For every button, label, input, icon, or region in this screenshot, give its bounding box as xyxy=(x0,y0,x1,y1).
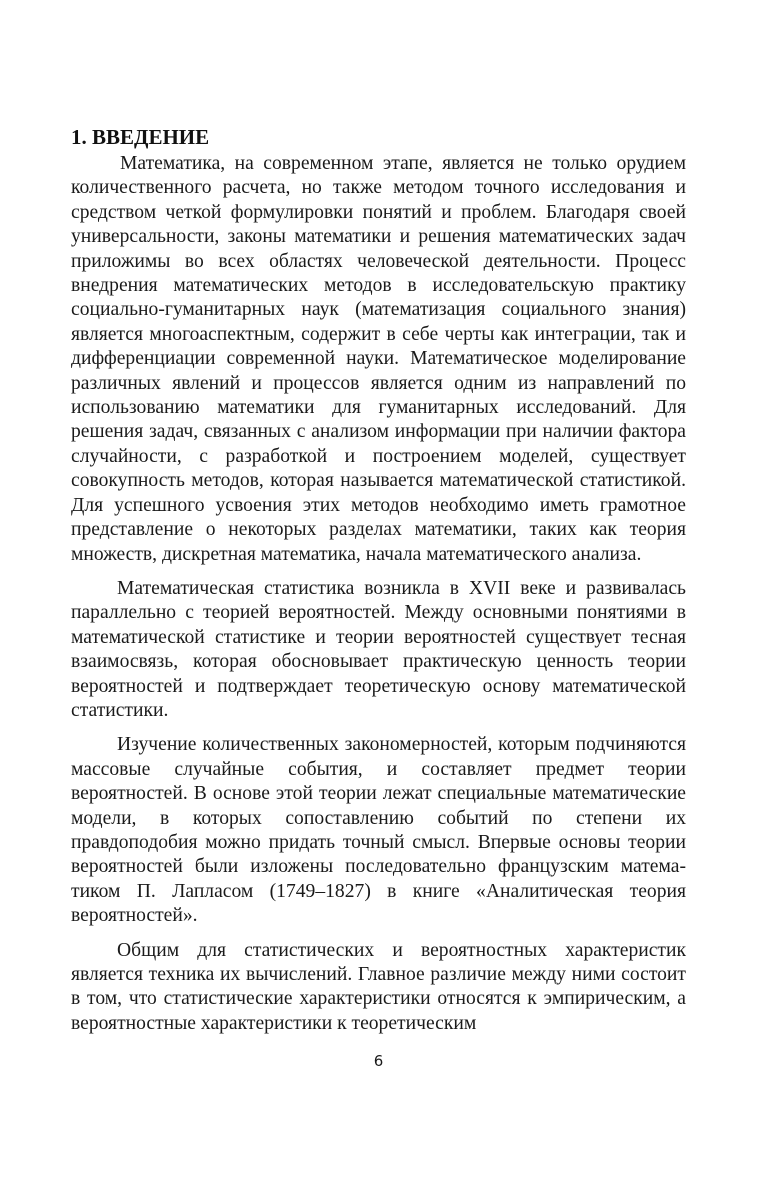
paragraph-intro: Математика, на современном этапе, является не только орудием количественного расчета, но также методом точного исследования и средством четкой формулировки понятий и проблем. Благодаря своей универсальности, законы математики и решения математических задач приложимы во всех областях человеческой деятельности. Процесс внедрения математических методов в исследовательскую практику социально-гуманитарных наук (математизация социального знания) является многоаспектным, содержит в себе черты как интеграции, так и дифференциации современной науки. Математическое моделирование различных явлений и процессов является одним из направлений по использованию математики для гуманитарных исследований. Для решения задач, связанных с анализом информации при наличии фактора случайности, с разработкой и построением моделей, существует совокупность методов, которая называется математической статистикой. Для успешного усвоения этих методов необходимо иметь грамотное представление о некоторых разделах математики, таких как теория множеств, дискретная математика, начала математического анализа. xyxy=(71,153,686,565)
paragraph-characteristics: Общим для статистических и вероятностных характеристик является техника их вычислений. Главное различие между ними состоит в том, что статистические характеристики относятся к эмпирическим, а вероятностные характеристики к теоретическим xyxy=(71,939,686,1034)
paragraph-probability-theory: Изучение количественных закономерностей, которым подчиняются массовые случайные события, и составляет предмет теории вероятностей. В основе этой теории лежат специальные математические модели, в которых сопоставлению событий по степени их правдоподобия можно придать точный смысл. Впервые основы теории вероятностей были изложены последовательно французским математиком П. Лапласом (1749–1827) в книге «Аналитическая теория вероятностей». xyxy=(71,734,686,927)
paragraph-statistics-history: Математическая статистика возникла в XVII веке и развивалась параллельно с теорией вероятностей. Между основными понятиями в математической статистике и теории вероятностей существует тесная взаимосвязь, которая обосновывает практическую ценность теории вероятностей и подтверждает теоретическую основу математической статистики. xyxy=(71,577,686,721)
page-number: 6 xyxy=(373,1052,384,1070)
section-heading: 1. ВВЕДЕНИЕ xyxy=(71,125,210,149)
document-page xyxy=(71,124,686,1036)
